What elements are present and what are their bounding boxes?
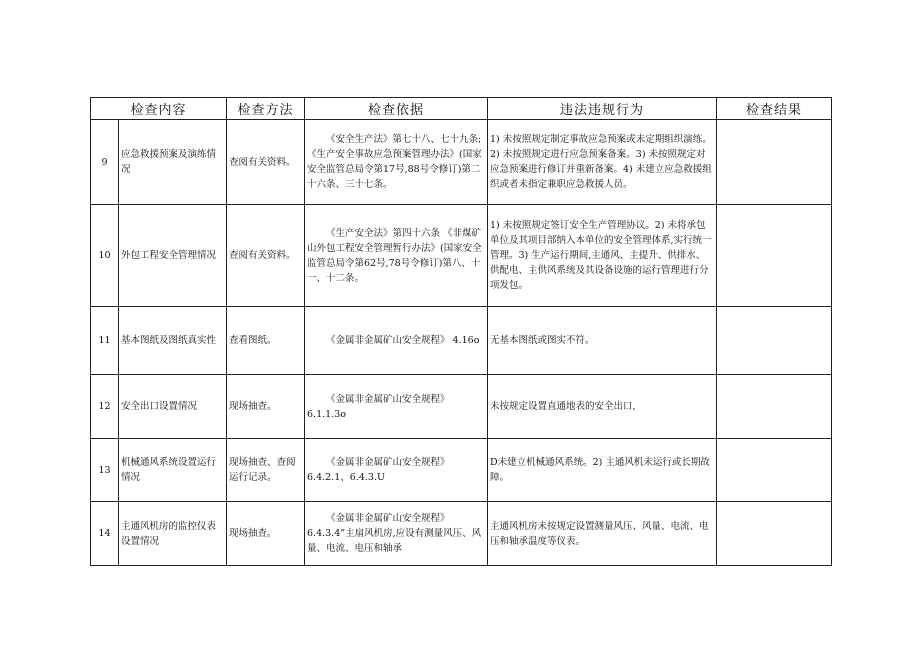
row-method: 查看图纸。 <box>227 307 305 375</box>
row-method: 现场抽查。 <box>227 375 305 439</box>
row-number: 9 <box>91 120 119 205</box>
table-row <box>91 120 832 205</box>
row-number: 12 <box>91 375 119 439</box>
row-number: 14 <box>91 502 119 566</box>
row-result-cell[interactable] <box>717 502 832 566</box>
table-row <box>91 502 832 566</box>
header-content: 检查内容 <box>91 98 227 120</box>
table-row <box>91 205 832 307</box>
row-number: 10 <box>91 205 119 307</box>
header-violation: 违法违规行为 <box>488 98 717 120</box>
row-violation: 主通风机房未按规定设置测量风压、风量、电流、电压和轴承温度等仪表。 <box>488 502 717 566</box>
row-item: 外包工程安全管理情况 <box>119 205 227 307</box>
row-result-cell[interactable] <box>717 120 832 205</box>
table-row <box>91 375 832 439</box>
row-method: 现场抽查。 <box>227 502 305 566</box>
row-item: 基本图纸及图纸真实性 <box>119 307 227 375</box>
inspection-table <box>90 97 832 566</box>
table-header-row <box>91 98 832 120</box>
row-result-cell[interactable] <box>717 205 832 307</box>
table-row <box>91 307 832 375</box>
row-result-cell[interactable] <box>717 375 832 439</box>
row-basis: 《金属非金属矿山安全规程》 6.1.1.3o <box>305 375 488 439</box>
row-violation: 1) 未按照规定制定事故应急预案或未定期组织演练。2) 未按照规定进行应急预案备案。3) 未按照规定对应急预案进行修订并重新备案。4) 未建立应急救援组织或者未指定兼职应急救援人员。 <box>488 120 717 205</box>
row-number: 13 <box>91 439 119 502</box>
row-method: 现场抽查、查阅运行记录。 <box>227 439 305 502</box>
row-basis: 《金属非金属矿山安全规程》 6.4.3.4”主扇风机房,应设有测量风压、风量、电流、电压和轴承 <box>305 502 488 566</box>
row-basis: 《安全生产法》第七十八、七十九条;《生产安全事故应急预案管理办法》(国家安全监管总局令第17号,88号令修订)第二十六条、三十七条。 <box>305 120 488 205</box>
row-result-cell[interactable] <box>717 439 832 502</box>
row-violation: D未建立机械通风系统。2) 主通风机未运行或长期故障。 <box>488 439 717 502</box>
header-method: 检查方法 <box>227 98 305 120</box>
header-basis: 检查依据 <box>305 98 488 120</box>
row-result-cell[interactable] <box>717 307 832 375</box>
row-basis: 《金属非金属矿山安全规程》 6.4.2.1、6.4.3.U <box>305 439 488 502</box>
row-method: 查阅有关资料。 <box>227 120 305 205</box>
row-violation: 1) 未按照规定签订安全生产管理协议。2) 未将承包单位及其项目部纳入本单位的安全管理体系,实行统一管理。3) 生产运行期间,主通风、主提升、供排水、供配电、主供风系统及其设备设施的运行管理进行分项发包。 <box>488 205 717 307</box>
row-basis: 《生产安全法》第四十六条 《非煤矿山外包工程安全管理暂行办法》(国家安全监管总局令第62号,78号令修订)第八、十一、十二条。 <box>305 205 488 307</box>
row-basis: 《金属非金属矿山安全规程》 4.16o <box>305 307 488 375</box>
table-row <box>91 439 832 502</box>
row-violation: 无基本图纸或图实不符。 <box>488 307 717 375</box>
row-item: 安全出口设置情况 <box>119 375 227 439</box>
row-method: 查阅有关资料。 <box>227 205 305 307</box>
row-item: 应急救援预案及演练情况 <box>119 120 227 205</box>
row-number: 11 <box>91 307 119 375</box>
row-item: 机械通风系统设置运行情况 <box>119 439 227 502</box>
header-result: 检查结果 <box>717 98 832 120</box>
row-item: 主通风机房的监控仪表设置情况 <box>119 502 227 566</box>
row-violation: 未按规定设置直通地表的安全出口, <box>488 375 717 439</box>
